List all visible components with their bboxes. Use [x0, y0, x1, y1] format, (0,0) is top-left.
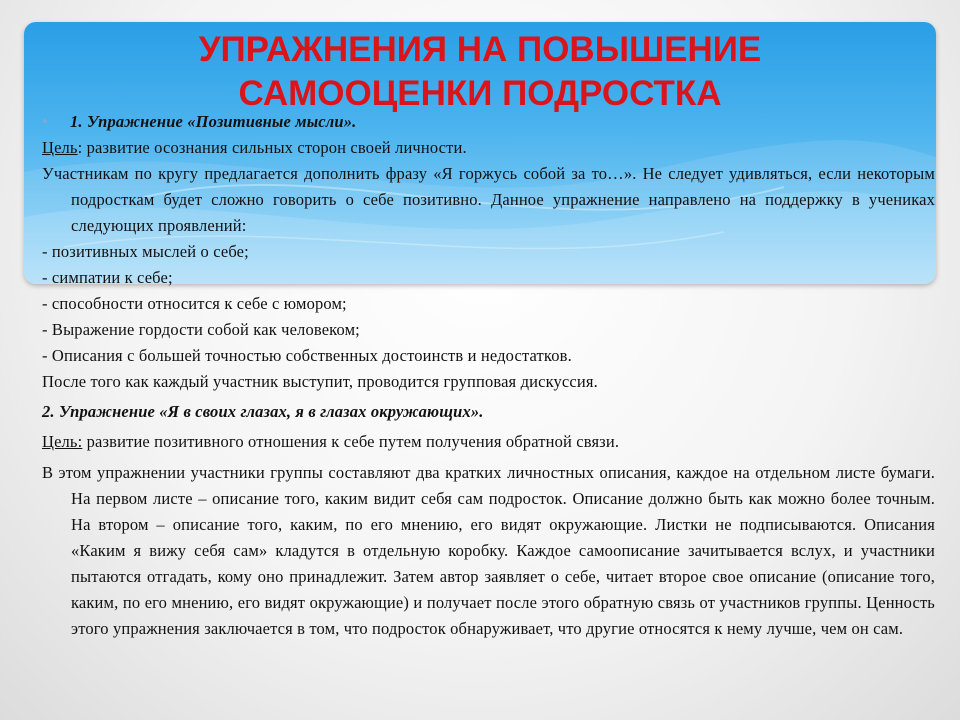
slide-body: [42, 109, 935, 642]
exercise-1-item-3: - способности относится к себе с юмором;: [42, 294, 347, 313]
exercise-1-heading-text: 1. Упражнение «Позитивные мысли».: [70, 112, 357, 131]
title-line-1: УПРАЖНЕНИЯ НА ПОВЫШЕНИЕ: [198, 30, 762, 69]
exercise-2-goal-text: развитие позитивного отношения к себе путем получения обратной связи.: [82, 432, 620, 451]
exercise-1-goal: [42, 135, 935, 161]
exercise-2-goal: [42, 429, 935, 455]
exercise-1-item-4: - Выражение гордости собой как человеком;: [42, 320, 360, 339]
exercise-1-item-1: - позитивных мыслей о себе;: [42, 242, 249, 261]
exercise-2-description: В этом упражнении участники группы составляют два кратких личностных описания, каждое на отдельном листе бумаги. На первом листе – описание того, каким видит себя сам подросток. Описание должно быть как можно более точным. На втором – описание того, каким, по его мнению, его видят окружающие. Листки не подписываются. Описания «Каким я вижу себя сам» кладутся в отдельную коробку. Каждое самоописание зачитывается вслух, и участники пытаются отгадать, кому оно принадлежит. Затем автор заявляет о себе, читает второе свое описание (описание того, каким, по его мнению, его видят окружающие) и получает после этого обратную связь от участников группы. Ценность этого упражнения заключается в том, что подросток обнаруживает, что другие относятся к нему лучше, чем он сам.: [42, 463, 935, 638]
exercise-1-item-2: - симпатии к себе;: [42, 268, 173, 287]
exercise-1-item-5: - Описания с большей точностью собственных достоинств и недостатков.: [42, 346, 572, 365]
title-line-2: САМООЦЕНКИ ПОДРОСТКА: [238, 74, 722, 113]
exercise-1-goal-label: Цель: [42, 138, 78, 157]
exercise-1-heading: [42, 109, 935, 135]
exercise-1-description: Участникам по кругу предлагается дополнить фразу «Я горжусь собой за то…». Не следует удивляться, если некоторым подросткам будет сложно говорить о себе позитивно. Данное упражнение направлено на поддержку в учениках следующих проявлений:: [42, 164, 935, 235]
exercise-1-conclusion: После того как каждый участник выступит, проводится групповая дискуссия.: [42, 372, 598, 391]
exercise-2-goal-label: Цель:: [42, 432, 83, 451]
bullet-dot-icon: ●: [42, 116, 49, 127]
exercise-1-goal-text: : развитие осознания сильных сторон своей личности.: [77, 138, 467, 157]
exercise-2-heading: 2. Упражнение «Я в своих глазах, я в глазах окружающих».: [42, 402, 484, 421]
slide-title: [24, 28, 936, 116]
